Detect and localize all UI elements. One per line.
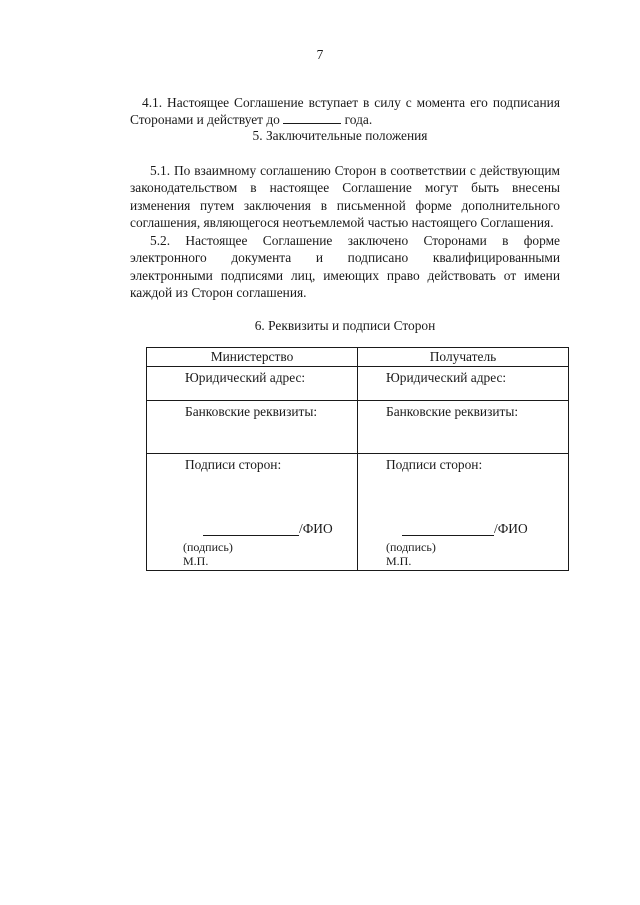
section-5-heading: 5. Заключительные положения xyxy=(252,128,428,143)
ministry-bank-cell xyxy=(147,401,358,454)
ministry-signature-cell xyxy=(147,454,358,571)
section-6-heading: 6. Реквизиты и подписи Сторон xyxy=(254,318,436,333)
header-ministry: Министерство xyxy=(147,348,358,367)
recipient-stamp-label: М.П. xyxy=(386,554,412,568)
table-header-row xyxy=(147,348,569,367)
recipient-signature-caption: (подпись) xyxy=(386,540,436,554)
recipient-signature-line xyxy=(402,522,494,536)
ministry-signature-caption: (подпись) xyxy=(183,540,233,554)
ministry-address-label: Юридический адрес: xyxy=(185,370,306,385)
signature-row xyxy=(147,454,569,571)
recipient-signature-block xyxy=(386,522,528,568)
address-row xyxy=(147,367,569,401)
recipient-address-cell xyxy=(358,367,569,401)
clause-4-1 xyxy=(130,94,560,129)
recipient-address-label: Юридический адрес: xyxy=(386,370,507,385)
recipient-fio: /ФИО xyxy=(494,521,528,536)
clause-5-1: 5.1. По взаимному соглашению Сторон в соответствии с действующим законодательством в настоящее Соглашение могут быть внесены изменения путем заключения в письменной форме дополнительного соглашения, являющегося неотъемлемой частью настоящего Соглашения. xyxy=(130,163,560,231)
recipient-bank-label: Банковские реквизиты: xyxy=(386,404,519,419)
recipient-sign-label: Подписи сторон: xyxy=(386,457,483,472)
ministry-address-cell xyxy=(147,367,358,401)
clause-4-1-suffix: года. xyxy=(344,112,373,128)
ministry-bank-label: Банковские реквизиты: xyxy=(185,404,318,419)
page-number: 7 xyxy=(316,47,324,62)
header-recipient: Получатель xyxy=(358,348,569,367)
ministry-stamp-label: М.П. xyxy=(183,554,209,568)
date-blank-line xyxy=(283,111,341,124)
ministry-fio: /ФИО xyxy=(299,521,333,536)
clause-4-1-text: 4.1. Настоящее Соглашение вступает в силу с момента его подписания Сторонами и действует до xyxy=(130,95,560,128)
recipient-signature-cell xyxy=(358,454,569,571)
clause-5-2: 5.2. Настоящее Соглашение заключено Сторонами в форме электронного документа и подписано квалифицированными электронными подписями лиц, имеющих право действовать от имени каждой из Сторон соглашения. xyxy=(130,233,560,301)
ministry-sign-label: Подписи сторон: xyxy=(185,457,282,472)
recipient-bank-cell xyxy=(358,401,569,454)
ministry-signature-block xyxy=(183,522,333,568)
bank-row xyxy=(147,401,569,454)
ministry-signature-line xyxy=(203,522,299,536)
requisites-table xyxy=(146,347,569,571)
